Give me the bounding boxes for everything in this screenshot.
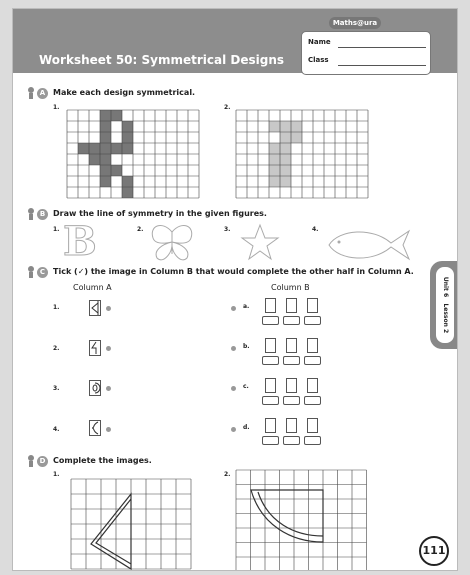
tick-box[interactable]: [262, 316, 279, 325]
star-figure[interactable]: [240, 223, 280, 261]
complete-image-grid-2[interactable]: [236, 470, 368, 571]
tick-box[interactable]: [283, 436, 300, 445]
tick-box[interactable]: [283, 316, 300, 325]
pencil-person-icon: [26, 265, 36, 279]
option-d-letter: d.: [243, 424, 250, 431]
option-c-letter: c.: [243, 383, 249, 390]
tick-box[interactable]: [283, 396, 300, 405]
shaded-cell: [269, 154, 280, 165]
match-dot[interactable]: [231, 427, 236, 432]
section-a-item-2-number: 2.: [224, 104, 231, 111]
tick-box[interactable]: [304, 316, 321, 325]
shaded-cell: [78, 143, 89, 154]
column-a-shape-3: [89, 380, 101, 396]
shaded-cell: [122, 132, 133, 143]
match-dot[interactable]: [106, 427, 111, 432]
shaded-cell: [100, 110, 111, 121]
shaded-cell: [269, 165, 280, 176]
name-field[interactable]: [308, 38, 426, 50]
design-grid-1[interactable]: [67, 110, 199, 198]
complete-image-grid-1[interactable]: [71, 479, 193, 571]
shaded-cell: [100, 154, 111, 165]
shaded-cell: [291, 121, 302, 132]
watermelon-slice-outline: [251, 490, 323, 542]
shaded-cell: [122, 187, 133, 198]
match-dot[interactable]: [106, 386, 111, 391]
shaded-cell: [269, 121, 280, 132]
row-2-number: 2.: [53, 345, 60, 352]
match-dot[interactable]: [231, 346, 236, 351]
option-card: [286, 418, 297, 433]
section-a-item-1-number: 1.: [53, 104, 60, 111]
class-label: Class: [308, 56, 329, 64]
brand-logo: Maths@ura: [329, 17, 381, 29]
column-a-shape-2: [89, 340, 101, 356]
shaded-cell: [100, 176, 111, 187]
tick-box[interactable]: [283, 356, 300, 365]
butterfly-figure[interactable]: [147, 224, 197, 262]
match-dot[interactable]: [106, 346, 111, 351]
column-b-heading: Column B: [271, 283, 310, 292]
shaded-cell: [280, 165, 291, 176]
option-card: [307, 378, 318, 393]
section-d-badge: D: [37, 456, 48, 467]
shaded-cell: [269, 143, 280, 154]
shaded-cell: [280, 176, 291, 187]
section-b-badge: B: [37, 209, 48, 220]
shaded-cell: [269, 176, 280, 187]
tick-box[interactable]: [304, 396, 321, 405]
unit-label: Unit 6: [442, 276, 449, 298]
option-card: [265, 378, 276, 393]
class-field[interactable]: [308, 56, 426, 68]
shaded-cell: [122, 121, 133, 132]
row-1-number: 1.: [53, 304, 60, 311]
match-dot[interactable]: [231, 386, 236, 391]
tick-box[interactable]: [262, 436, 279, 445]
option-card: [307, 418, 318, 433]
shaded-cell: [280, 143, 291, 154]
shaded-cell: [111, 110, 122, 121]
match-dot[interactable]: [106, 306, 111, 311]
section-b-item-2-number: 2.: [137, 226, 144, 233]
design-grid-2[interactable]: [236, 110, 368, 198]
option-card: [307, 298, 318, 313]
unit-lesson-tab: [430, 261, 458, 349]
shaded-cell: [111, 143, 122, 154]
shaded-cell: [291, 132, 302, 143]
section-c-badge: C: [37, 267, 48, 278]
fish-figure[interactable]: [323, 227, 413, 263]
worksheet-title: Worksheet 50: Symmetrical Designs: [39, 53, 285, 67]
section-b-item-4-number: 4.: [312, 226, 319, 233]
column-a-shape-1: [89, 300, 101, 316]
shaded-cell: [280, 154, 291, 165]
section-d-item-1-number: 1.: [53, 471, 60, 478]
option-card: [265, 298, 276, 313]
name-label: Name: [308, 38, 331, 46]
shaded-cell: [280, 132, 291, 143]
shaded-cell: [89, 154, 100, 165]
shaded-cell: [122, 143, 133, 154]
tick-box[interactable]: [304, 436, 321, 445]
pencil-person-icon: [26, 454, 36, 468]
shaded-cell: [122, 176, 133, 187]
option-card: [265, 338, 276, 353]
watermelon-half-outline: [91, 494, 131, 569]
row-4-number: 4.: [53, 426, 60, 433]
option-card: [265, 418, 276, 433]
pencil-person-icon: [26, 86, 36, 100]
option-b-letter: b.: [243, 343, 250, 350]
page-number: 111: [419, 536, 449, 566]
worksheet-page: [12, 8, 458, 571]
section-c-instruction: Tick (✓) the image in Column B that would complete the other half in Column A.: [53, 267, 414, 276]
section-b-item-3-number: 3.: [224, 226, 231, 233]
pencil-person-icon: [26, 207, 36, 221]
shaded-cell: [111, 165, 122, 176]
shaded-cell: [100, 121, 111, 132]
shaded-cell: [100, 165, 111, 176]
option-card: [307, 338, 318, 353]
letter-b-figure[interactable]: B: [63, 218, 97, 265]
row-3-number: 3.: [53, 385, 60, 392]
match-dot[interactable]: [231, 306, 236, 311]
shaded-cell: [280, 121, 291, 132]
tick-box[interactable]: [262, 396, 279, 405]
section-b-item-1-number: 1.: [53, 226, 60, 233]
option-card: [286, 298, 297, 313]
unit-lesson-label: [436, 267, 454, 343]
column-a-shape-4: [89, 420, 101, 436]
section-b-instruction: Draw the line of symmetry in the given figures.: [53, 209, 267, 218]
name-class-box: [301, 31, 431, 75]
column-a-heading: Column A: [73, 283, 112, 292]
shaded-cell: [89, 143, 100, 154]
option-a-letter: a.: [243, 303, 250, 310]
tick-box[interactable]: [262, 356, 279, 365]
option-card: [286, 378, 297, 393]
option-card: [286, 338, 297, 353]
section-a-badge: A: [37, 88, 48, 99]
lesson-label: Lesson 2: [442, 303, 449, 334]
tick-box[interactable]: [304, 356, 321, 365]
shaded-cell: [100, 143, 111, 154]
section-d-item-2-number: 2.: [224, 471, 231, 478]
shaded-cell: [100, 132, 111, 143]
section-d-instruction: Complete the images.: [53, 456, 152, 465]
section-a-instruction: Make each design symmetrical.: [53, 88, 196, 97]
